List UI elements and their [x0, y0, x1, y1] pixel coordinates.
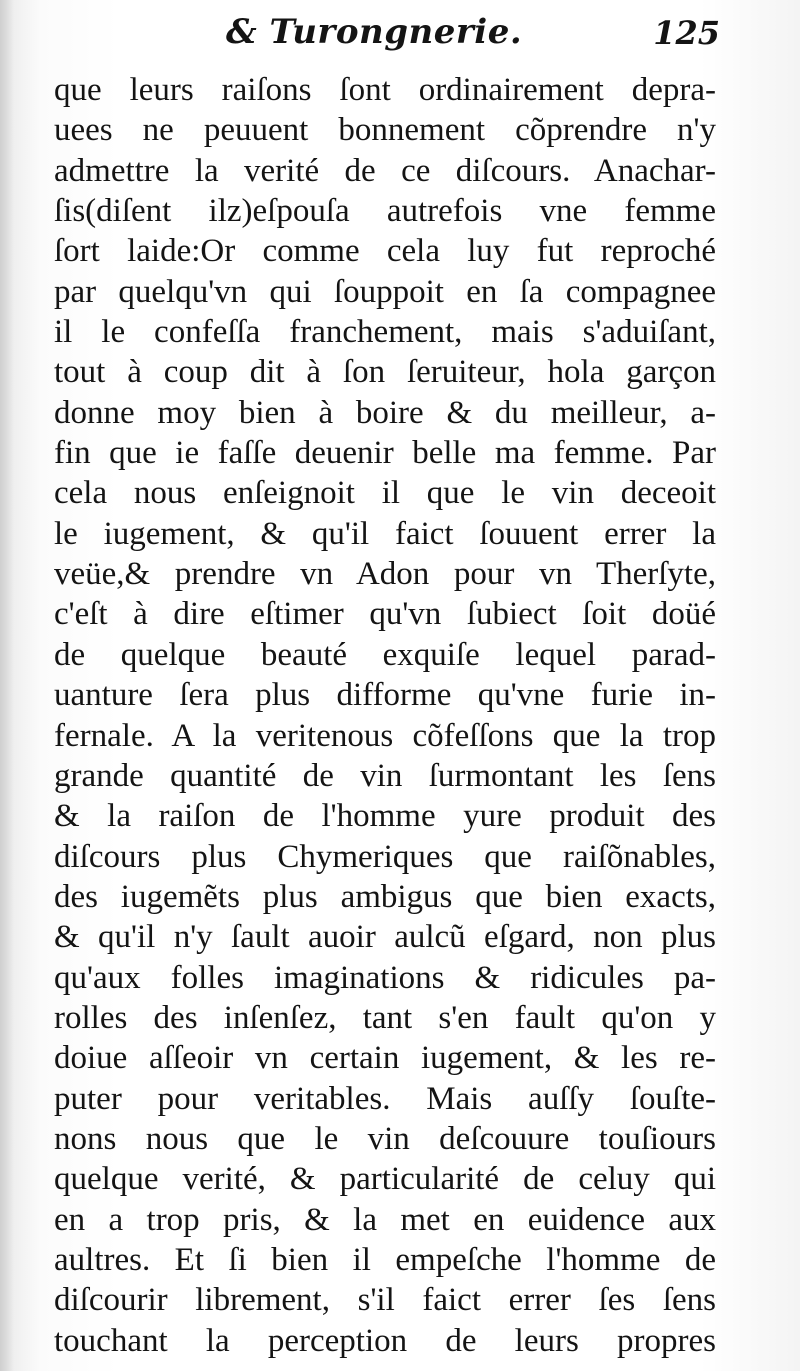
- page-header: [60, 12, 720, 58]
- page-number: 125: [653, 14, 720, 52]
- text-line: fin que ie faſſe deuenir belle ma femme. Par: [54, 435, 716, 472]
- text-line: que leurs raiſons ſont ordinairement depra-: [54, 72, 716, 108]
- text-line: rolles des inſenſez, tant s'en fault qu'on y: [54, 999, 716, 1036]
- text-line: aultres. Et ſi bien il empeſche l'homme de: [54, 1241, 716, 1278]
- text-line: grande quantité de vin ſurmontant les ſens: [54, 757, 716, 794]
- text-line: quelque verité, & particularité de celuy qui: [54, 1161, 716, 1198]
- text-line: c'eſt à dire eſtimer qu'vn ſubiect ſoit doüé: [54, 596, 716, 633]
- text-line: le iugement, & qu'il faict ſouuent errer la: [54, 515, 716, 552]
- text-line: ſort laide:Or comme cela luy fut reproché: [54, 233, 716, 270]
- text-line: & qu'il n'y ſault auoir aulcũ eſgard, non plus: [54, 919, 716, 956]
- text-line: qu'aux folles imaginations & ridicules pa-: [54, 959, 716, 996]
- text-line: ſis(diſent ilz)eſpouſa autrefois vne femme: [54, 193, 716, 230]
- text-line: veüe,& prendre vn Adon pour vn Therſyte,: [54, 556, 716, 593]
- text-line: nons nous que le vin deſcouure touſiours: [54, 1120, 716, 1157]
- text-line: par quelqu'vn qui ſouppoit en ſa compagnee: [54, 273, 716, 310]
- text-line: admettre la verité de ce diſcours. Anachar-: [54, 152, 716, 189]
- text-line: il le confeſſa franchement, mais s'aduiſant,: [54, 314, 716, 351]
- text-line: diſcours plus Chymeriques que raiſõnables,: [54, 838, 716, 875]
- page-edge-shadow: [0, 0, 14, 1371]
- running-title: & Turongnerie.: [226, 12, 523, 52]
- text-line: puter pour veritables. Mais auſſy ſouſte-: [54, 1080, 716, 1117]
- text-line: des iugemẽts plus ambigus que bien exacts,: [54, 878, 716, 915]
- body-text: [54, 70, 716, 1361]
- text-line: fernale. A la veritenous cõfeſſons que la trop: [54, 717, 716, 754]
- text-line: touchant la perception de leurs propres: [54, 1322, 716, 1359]
- text-line: de quelque beauté exquiſe lequel parad-: [54, 636, 716, 673]
- text-line: donne moy bien à boire & du meilleur, a-: [54, 394, 716, 431]
- text-line: uees ne peuuent bonnement cõprendre n'y: [54, 112, 716, 149]
- text-line: en a trop pris, & la met en euidence aux: [54, 1201, 716, 1238]
- text-line: cela nous enſeignoit il que le vin deceoit: [54, 475, 716, 512]
- text-line: diſcourir librement, s'il faict errer ſes ſens: [54, 1282, 716, 1319]
- text-line: & la raiſon de l'homme yure produit des: [54, 798, 716, 835]
- text-line: doiue aſſeoir vn certain iugement, & les re-: [54, 1040, 716, 1077]
- text-line: uanture ſera plus difforme qu'vne furie in-: [54, 677, 716, 714]
- text-line: tout à coup dit à ſon ſeruiteur, hola garçon: [54, 354, 716, 391]
